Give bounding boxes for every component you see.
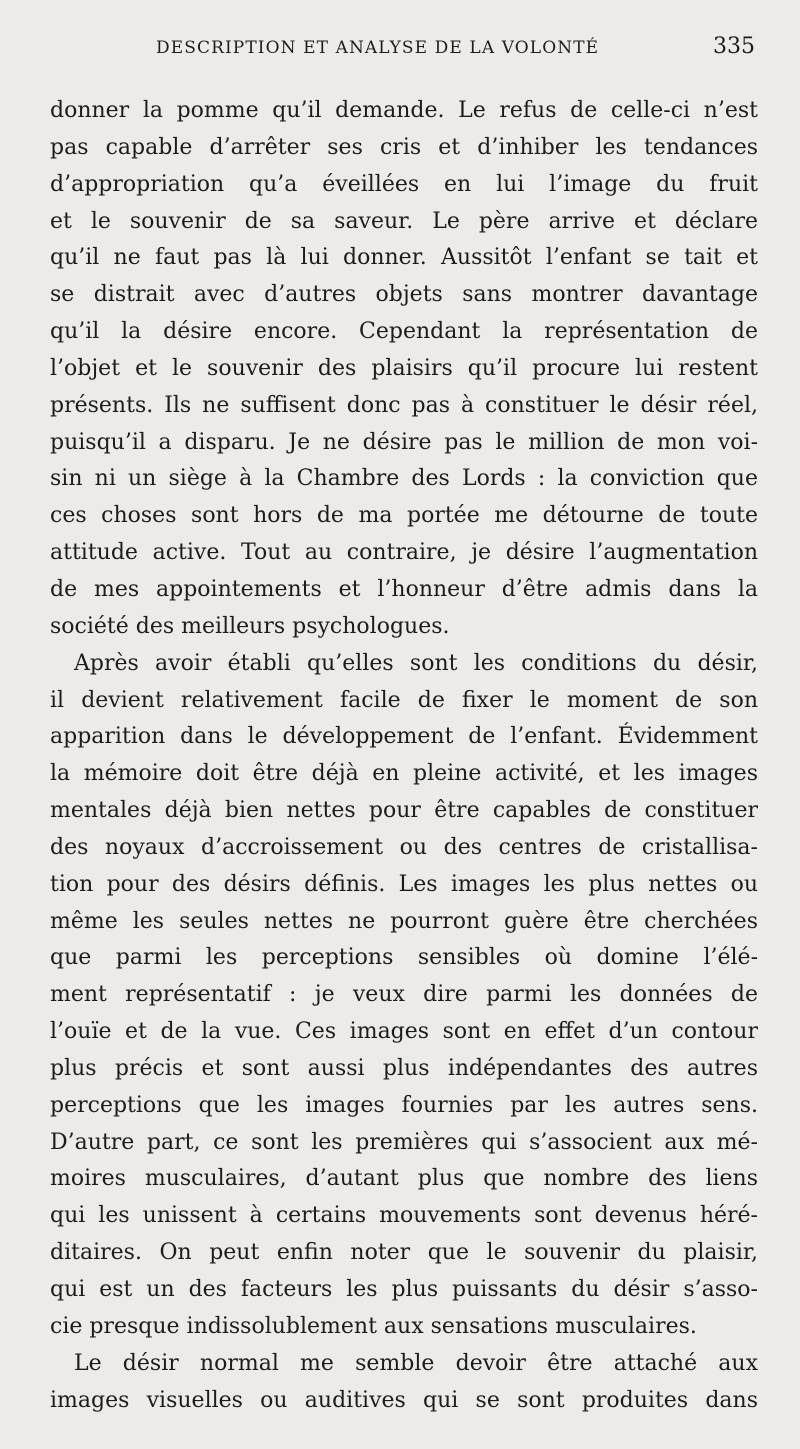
body-text xyxy=(50,93,758,1419)
text-line: ditaires. On peut enfin noter que le souvenir du plaisir, xyxy=(50,1240,758,1266)
text-line: l’objet et le souvenir des plaisirs qu’il procure lui restent xyxy=(50,355,758,381)
text-line: des noyaux d’accroissement ou des centres de cristallisa- xyxy=(50,834,758,860)
text-line: sin ni un siège à la Chambre des Lords : la conviction que xyxy=(50,466,758,492)
text-line: perceptions que les images fournies par les autres sens. xyxy=(50,1092,758,1118)
text-line: plus précis et sont aussi plus indépendantes des autres xyxy=(50,1055,758,1081)
text-line: D’autre part, ce sont les premières qui s’associent aux mé- xyxy=(50,1129,758,1155)
running-title: DESCRIPTION ET ANALYSE DE LA VOLONTÉ xyxy=(156,38,600,58)
text-line: images visuelles ou auditives qui se sont produites dans xyxy=(50,1387,758,1413)
text-line: la mémoire doit être déjà en pleine activité, et les images xyxy=(50,761,758,787)
text-line: ces choses sont hors de ma portée me détourne de toute xyxy=(50,503,758,529)
text-line: donner la pomme qu’il demande. Le refus de celle-ci n’est xyxy=(50,98,758,123)
running-head xyxy=(50,34,755,64)
text-line: présents. Ils ne suffisent donc pas à constituer le désir réel, xyxy=(50,392,758,418)
text-line: moires musculaires, d’autant plus que nombre des liens xyxy=(50,1166,758,1192)
text-line: d’appropriation qu’a éveillées en lui l’image du fruit xyxy=(50,171,758,197)
text-line: tion pour des désirs définis. Les images les plus nettes ou xyxy=(50,871,758,897)
text-line: pas capable d’arrêter ses cris et d’inhiber les tendances xyxy=(50,134,758,160)
text-line: apparition dans le développement de l’enfant. Évidemment xyxy=(50,724,758,750)
text-line: se distrait avec d’autres objets sans montrer davantage xyxy=(50,282,758,308)
text-line: même les seules nettes ne pourront guère être cherchées xyxy=(50,908,758,934)
paragraph-start-line: Le désir normal me semble devoir être attaché aux xyxy=(74,1350,758,1376)
text-line: puisqu’il a disparu. Je ne désire pas le million de mon voi- xyxy=(50,429,758,455)
text-line: de mes appointements et l’honneur d’être admis dans la xyxy=(50,576,758,602)
text-line: qu’il ne faut pas là lui donner. Aussitôt l’enfant se tait et xyxy=(50,245,758,271)
text-line: qu’il la désire encore. Cependant la représentation de xyxy=(50,319,758,345)
paragraph-start-line: Après avoir établi qu’elles sont les conditions du désir, xyxy=(74,650,758,676)
text-line: l’ouïe et de la vue. Ces images sont en effet d’un contour xyxy=(50,1019,758,1045)
text-line: société des meilleurs psychologues. xyxy=(50,613,450,639)
text-line: attitude active. Tout au contraire, je désire l’augmentation xyxy=(50,540,758,566)
text-line: et le souvenir de sa saveur. Le père arrive et déclare xyxy=(50,208,758,234)
text-line: mentales déjà bien nettes pour être capables de constituer xyxy=(50,798,758,824)
text-line: qui est un des facteurs les plus puissants du désir s’asso- xyxy=(50,1277,758,1302)
text-line: ment représentatif : je veux dire parmi les données de xyxy=(50,982,758,1008)
text-line: qui les unissent à certains mouvements sont devenus héré- xyxy=(50,1203,758,1229)
text-line: cie presque indissolublement aux sensations musculaires. xyxy=(50,1313,697,1339)
text-line: que parmi les perceptions sensibles où domine l’élé- xyxy=(50,945,758,971)
text-line: il devient relativement facile de fixer le moment de son xyxy=(50,687,758,713)
page-number: 335 xyxy=(713,34,755,59)
